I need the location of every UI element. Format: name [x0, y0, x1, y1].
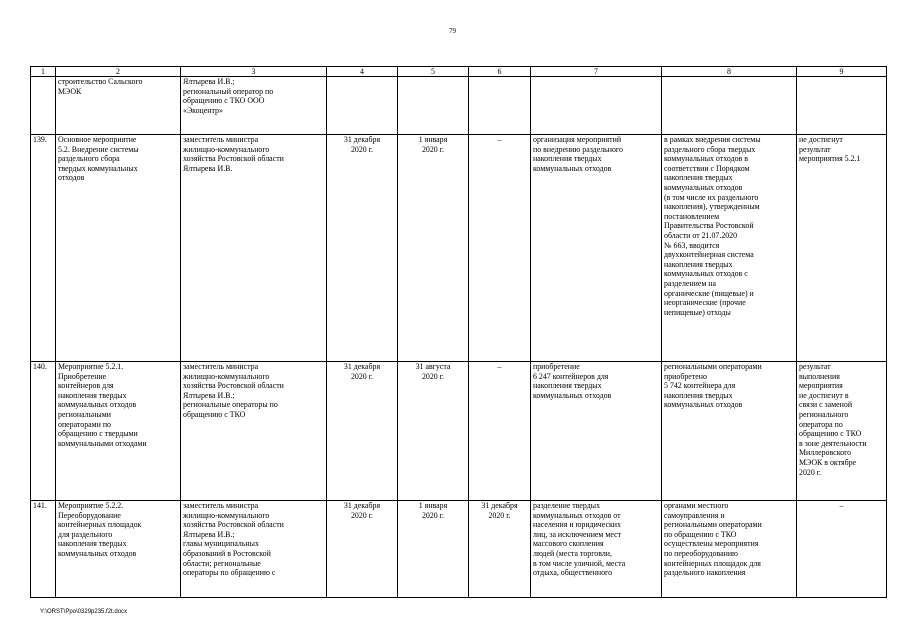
planned-end: 31 августа 2020 г. [398, 362, 469, 501]
actual-date [469, 77, 531, 135]
achieved-result [662, 77, 797, 135]
responsible: заместитель министра жилищно-коммунального хозяйства Ростовской области Ялтырева И.В.; главы муниципальных образований в Ростовской области; региональные операторы по обращению с [181, 501, 327, 598]
planned-result: приобретение 6 247 контейнеров для накопления твердых коммунальных отходов [531, 362, 662, 501]
header-col-7: 7 [531, 67, 662, 77]
header-col-8: 8 [662, 67, 797, 77]
planned-end: 1 января 2020 г. [398, 135, 469, 362]
achieved-result: региональными операторами приобретено 5 742 контейнера для накопления твердых коммунальных отходов [662, 362, 797, 501]
header-col-9: 9 [797, 67, 887, 77]
table-row [31, 135, 887, 362]
table-row [31, 77, 887, 135]
file-path-footer: Y:\ORST\Ppo\0329p235.f2t.docx [40, 609, 128, 615]
problems: – [797, 501, 887, 598]
row-number [31, 77, 56, 135]
header-col-4: 4 [327, 67, 398, 77]
header-row [31, 67, 887, 77]
actual-date: – [469, 135, 531, 362]
achieved-result: органами местного самоуправления и региональными операторами по обращению с ТКО осуществлены мероприятия по переоборудованию контейнерных площадок для раздельного накопления [662, 501, 797, 598]
planned-start [327, 77, 398, 135]
responsible: заместитель министра жилищно-коммунального хозяйства Ростовской области Ялтырева И.В.; региональные операторы по обращению с ТКО [181, 362, 327, 501]
actual-date: – [469, 362, 531, 501]
planned-result: организация мероприятий по внедрению раздельного накопления твердых коммунальных отходов [531, 135, 662, 362]
row-number: 140. [31, 362, 56, 501]
planned-start: 31 декабря 2020 г. [327, 501, 398, 598]
row-number: 141. [31, 501, 56, 598]
report-table [30, 66, 887, 598]
planned-result: разделение твердых коммунальных отходов от населения и юридических лиц, за исключением мест массового скопления людей (места торговли, в том числе уличной, места отдыха, общественного [531, 501, 662, 598]
problems: результат выполнения мероприятия не достигнут в связи с заменой регионального оператора по обращению с ТКО в зоне деятельности Миллеровского МЭОК в октябре 2020 г. [797, 362, 887, 501]
row-number: 139. [31, 135, 56, 362]
table-row [31, 362, 887, 501]
header-col-3: 3 [181, 67, 327, 77]
planned-start: 31 декабря 2020 г. [327, 362, 398, 501]
header-col-1: 1 [31, 67, 56, 77]
page-number: 79 [449, 27, 456, 35]
planned-end: 1 января 2020 г. [398, 501, 469, 598]
measure-name: строительство Сальского МЭОК [56, 77, 181, 135]
header-col-2: 2 [56, 67, 181, 77]
actual-date: 31 декабря 2020 г. [469, 501, 531, 598]
planned-result [531, 77, 662, 135]
problems: не достигнут результат мероприятия 5.2.1 [797, 135, 887, 362]
measure-name: Мероприятие 5.2.2. Переоборудование контейнерных площадок для раздельного накопления твердых коммунальных отходов [56, 501, 181, 598]
planned-end [398, 77, 469, 135]
problems [797, 77, 887, 135]
header-col-5: 5 [398, 67, 469, 77]
header-col-6: 6 [469, 67, 531, 77]
planned-start: 31 декабря 2020 г. [327, 135, 398, 362]
responsible: заместитель министра жилищно-коммунального хозяйства Ростовской области Ялтырева И.В. [181, 135, 327, 362]
measure-name: Мероприятие 5.2.1. Приобретение контейнеров для накопления твердых коммунальных отходов региональными операторами по обращению с твердыми коммунальными отходами [56, 362, 181, 501]
table-row [31, 501, 887, 598]
responsible: Ялтырева И.В.; региональный оператор по обращению с ТКО ООО «Экоцентр» [181, 77, 327, 135]
achieved-result: в рамках внедрения системы раздельного сбора твердых коммунальных отходов в соответствии с Порядком накопления твердых коммунальных отходов (в том числе их раздельного накопления), утвержденным постановлением Правительства Ростовской области от 21.07.2020 № 663, вводится двухконтейнерная система накопления твердых коммунальных отходов с разделением на органические (пищевые) и неорганические (прочие непищевые) отходы [662, 135, 797, 362]
measure-name: Основное мероприятие 5.2. Внедрение системы раздельного сбора твердых коммунальных отходов [56, 135, 181, 362]
